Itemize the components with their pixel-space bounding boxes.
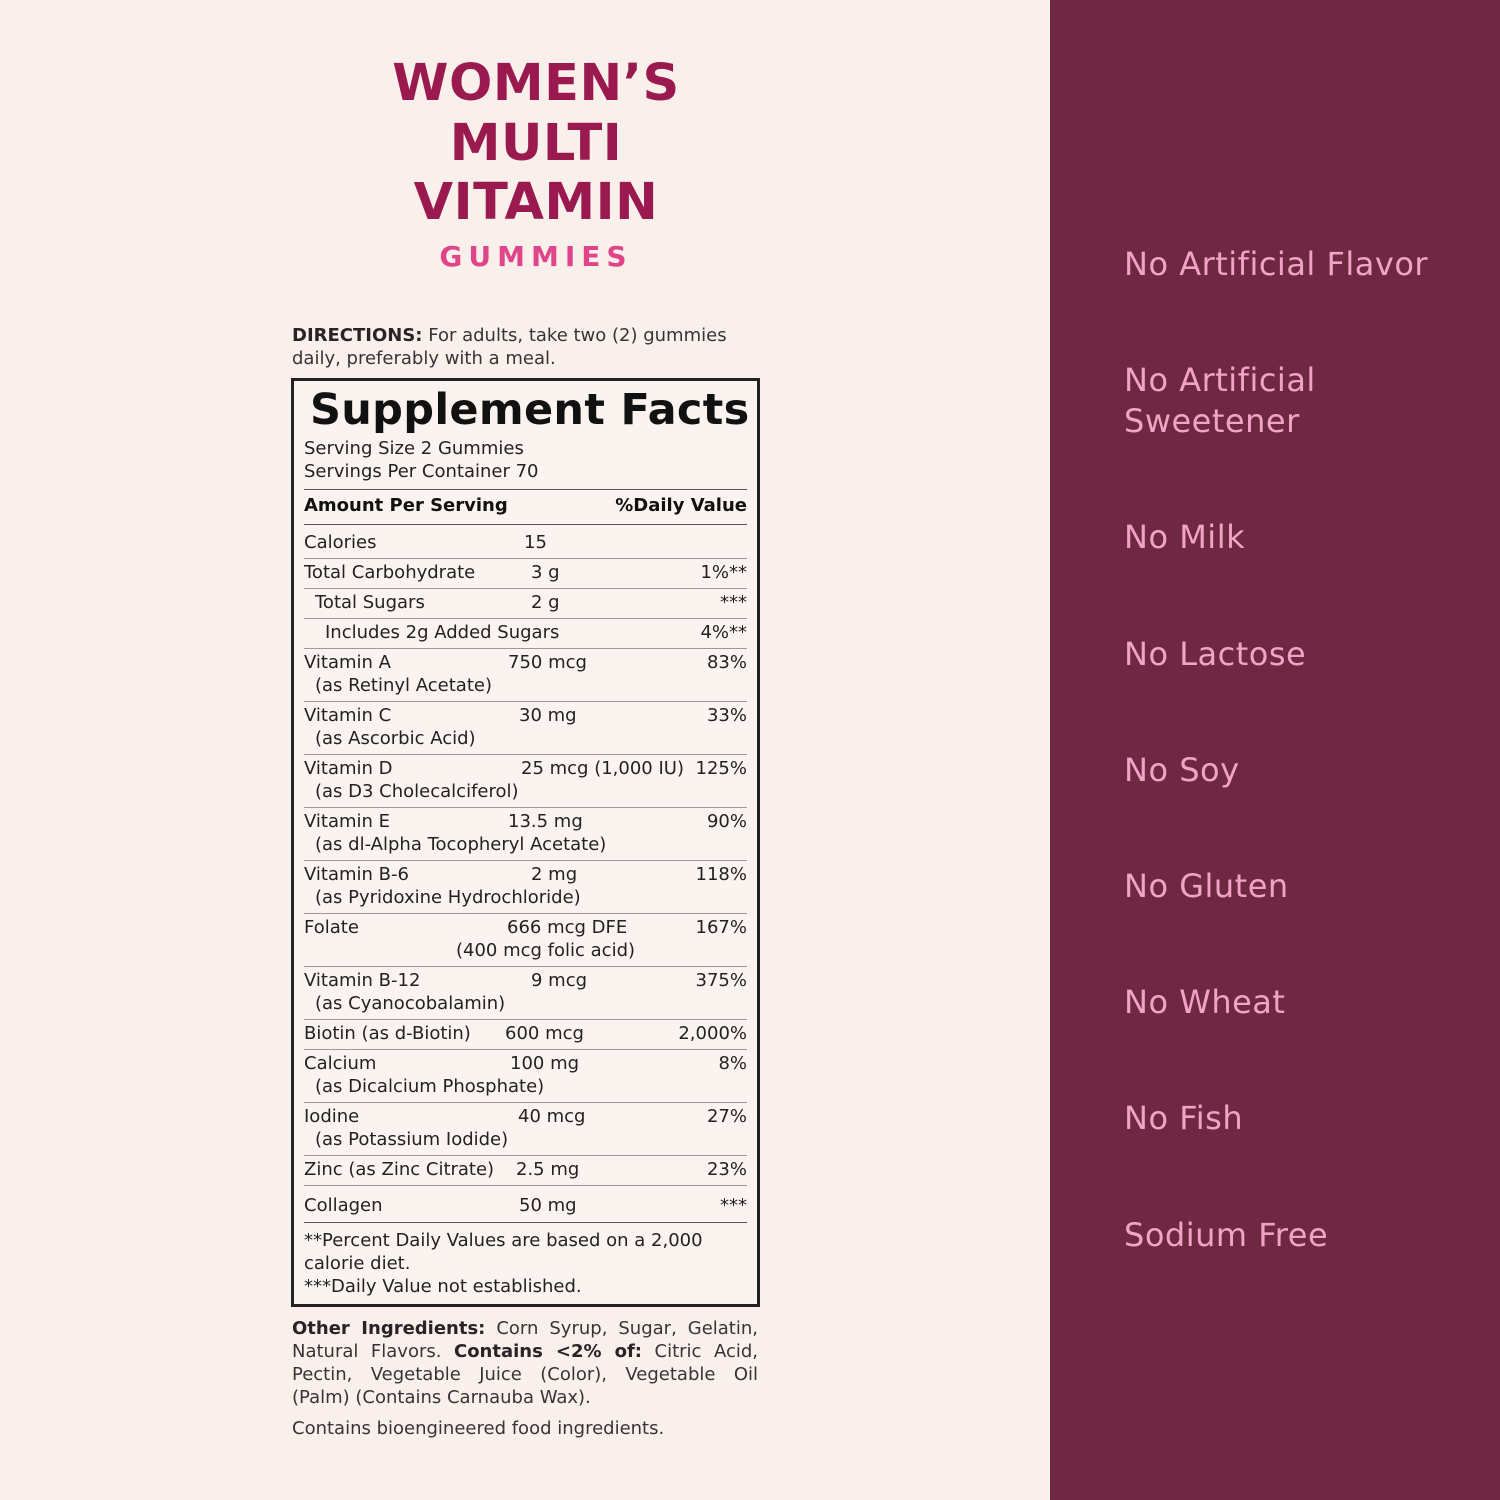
- divider: [304, 524, 747, 525]
- facts-row: [304, 621, 747, 651]
- nutrient-amount: 2 mg: [531, 864, 578, 885]
- nutrient-amount: 2.5 mg: [516, 1159, 580, 1180]
- nutrient-amount: 25 mcg (1,000 IU): [521, 758, 684, 779]
- serving-size: Serving Size 2 Gummies: [304, 438, 524, 459]
- nutrient-daily-value: 8%: [718, 1053, 747, 1074]
- right-panel: [1050, 0, 1500, 1500]
- title-line-1: WOMEN’S: [392, 54, 680, 113]
- nutrient-amount: 2 g: [531, 592, 560, 613]
- claim-sodium-free: Sodium Free: [1124, 1216, 1329, 1254]
- facts-row: [304, 1158, 747, 1188]
- nutrient-name: Biotin (as d-Biotin): [304, 1023, 471, 1044]
- subtitle: GUMMIES: [439, 240, 633, 273]
- footnotes: [304, 1229, 744, 1298]
- header-amount: Amount Per Serving: [304, 495, 508, 516]
- nutrient-source: (as Pyridoxine Hydrochloride): [315, 887, 581, 908]
- facts-row: [304, 863, 747, 916]
- nutrient-daily-value: 90%: [706, 811, 747, 832]
- servings-per-container: Servings Per Container 70: [304, 461, 539, 482]
- bioengineered-note: Contains bioengineered food ingredients.: [292, 1418, 665, 1439]
- supplement-facts-panel: [291, 378, 760, 1307]
- nutrient-name: Includes 2g Added Sugars: [325, 622, 560, 643]
- facts-title: Supplement Facts: [310, 385, 750, 435]
- claim-no-gluten: No Gluten: [1124, 867, 1289, 905]
- nutrient-daily-value: ***: [720, 1195, 747, 1216]
- nutrient-daily-value: 33%: [706, 705, 747, 726]
- divider: [304, 1222, 747, 1223]
- footnote-not-established: ***Daily Value not established.: [304, 1276, 582, 1297]
- facts-row: [304, 591, 747, 621]
- nutrient-daily-value: 4%**: [700, 622, 747, 643]
- claim-no-lactose: No Lactose: [1124, 635, 1307, 673]
- title-line-3: VITAMIN: [413, 173, 659, 232]
- facts-row: [304, 916, 747, 969]
- facts-row: [304, 531, 747, 561]
- facts-row: [304, 704, 747, 757]
- row-divider: [304, 966, 747, 967]
- nutrient-source: (as D3 Cholecalciferol): [315, 781, 519, 802]
- claim-no-wheat: No Wheat: [1124, 983, 1286, 1021]
- claim-no-artificial-sweetener-line2: Sweetener: [1124, 402, 1300, 440]
- nutrient-amount: 15: [524, 532, 547, 553]
- row-divider: [304, 1019, 747, 1020]
- facts-row: [304, 810, 747, 863]
- facts-row: [304, 1052, 747, 1105]
- nutrient-source: (as Ascorbic Acid): [315, 728, 476, 749]
- nutrient-name: Calcium: [304, 1053, 377, 1074]
- contains-text: Citric Acid, Pectin, Vegetable Juice (Color), Vegetable Oil (Palm) (Contains Carnauba Wax).: [292, 1341, 758, 1408]
- nutrient-daily-value: 1%**: [700, 562, 747, 583]
- facts-row: [304, 1022, 747, 1052]
- nutrient-name: Collagen: [304, 1195, 383, 1216]
- header-daily-value: %Daily Value: [615, 495, 747, 516]
- nutrient-amount: 9 mcg: [531, 970, 588, 991]
- nutrient-amount: 3 g: [531, 562, 560, 583]
- nutrient-daily-value: 375%: [695, 970, 747, 991]
- claim-no-artificial-sweetener-line1: No Artificial: [1124, 361, 1316, 399]
- nutrient-name: Vitamin D: [304, 758, 393, 779]
- nutrient-name: Vitamin C: [304, 705, 392, 726]
- directions-text: For adults, take two (2) gummies daily, preferably with a meal.: [292, 325, 727, 369]
- row-divider: [304, 558, 747, 559]
- nutrient-name: Vitamin E: [304, 811, 391, 832]
- nutrient-daily-value: 83%: [706, 652, 747, 673]
- nutrient-daily-value: 118%: [695, 864, 747, 885]
- divider: [304, 489, 747, 490]
- row-divider: [304, 648, 747, 649]
- nutrient-amount: 750 mcg: [508, 652, 587, 673]
- nutrient-source: (as Potassium Iodide): [315, 1129, 509, 1150]
- claim-no-milk: No Milk: [1124, 518, 1246, 556]
- facts-row: [304, 1194, 747, 1224]
- other-ingredients: [292, 1317, 758, 1409]
- nutrient-name: Vitamin A: [304, 652, 391, 673]
- nutrient-name: Folate: [304, 917, 359, 938]
- nutrient-source: (400 mcg folic acid): [456, 940, 636, 961]
- nutrient-amount: 30 mg: [519, 705, 577, 726]
- row-divider: [304, 1155, 747, 1156]
- footnote-daily-values: **Percent Daily Values are based on a 2,000 calorie diet.: [304, 1230, 703, 1274]
- nutrient-amount: 666 mcg DFE: [507, 917, 628, 938]
- nutrient-source: (as Retinyl Acetate): [315, 675, 492, 696]
- row-divider: [304, 807, 747, 808]
- nutrient-name: Calories: [304, 532, 377, 553]
- nutrient-amount: 100 mg: [510, 1053, 580, 1074]
- nutrient-source: (as Cyanocobalamin): [315, 993, 506, 1014]
- row-divider: [304, 1102, 747, 1103]
- nutrient-name: Zinc (as Zinc Citrate): [304, 1159, 495, 1180]
- row-divider: [304, 1185, 747, 1186]
- row-divider: [304, 1049, 747, 1050]
- row-divider: [304, 701, 747, 702]
- facts-row: [304, 757, 747, 810]
- nutrient-name: Vitamin B-6: [304, 864, 409, 885]
- row-divider: [304, 754, 747, 755]
- title-line-2: MULTI: [449, 114, 623, 173]
- facts-row: [304, 561, 747, 591]
- facts-row: [304, 1105, 747, 1158]
- nutrient-amount: 13.5 mg: [508, 811, 583, 832]
- nutrient-daily-value: 27%: [706, 1106, 747, 1127]
- claim-no-fish: No Fish: [1124, 1099, 1244, 1137]
- nutrient-daily-value: 23%: [706, 1159, 747, 1180]
- nutrient-daily-value: 167%: [695, 917, 747, 938]
- nutrient-amount: 40 mcg: [518, 1106, 586, 1127]
- nutrient-daily-value: 125%: [695, 758, 747, 779]
- directions-label: DIRECTIONS:: [292, 325, 423, 346]
- nutrient-amount: 600 mcg: [505, 1023, 584, 1044]
- contains-label: Contains <2% of:: [453, 1341, 642, 1362]
- nutrient-name: Total Carbohydrate: [304, 562, 476, 583]
- directions: [292, 324, 762, 370]
- row-divider: [304, 588, 747, 589]
- nutrient-daily-value: ***: [720, 592, 747, 613]
- nutrient-source: (as Dicalcium Phosphate): [315, 1076, 545, 1097]
- row-divider: [304, 618, 747, 619]
- other-ingredients-text: Corn Syrup, Sugar, Gelatin, Natural Flavors.: [292, 1318, 758, 1362]
- nutrient-amount: 50 mg: [519, 1195, 577, 1216]
- nutrient-name: Iodine: [304, 1106, 360, 1127]
- claim-no-artificial-flavor: No Artificial Flavor: [1124, 245, 1429, 283]
- row-divider: [304, 860, 747, 861]
- facts-header: [304, 495, 747, 516]
- other-ingredients-label: Other Ingredients:: [292, 1318, 486, 1339]
- row-divider: [304, 913, 747, 914]
- claim-no-soy: No Soy: [1124, 751, 1240, 789]
- facts-row: [304, 969, 747, 1022]
- facts-row: [304, 651, 747, 704]
- nutrient-source: (as dl-Alpha Tocopheryl Acetate): [315, 834, 607, 855]
- nutrient-name: Vitamin B-12: [304, 970, 421, 991]
- nutrient-daily-value: 2,000%: [678, 1023, 747, 1044]
- nutrient-name: Total Sugars: [315, 592, 425, 613]
